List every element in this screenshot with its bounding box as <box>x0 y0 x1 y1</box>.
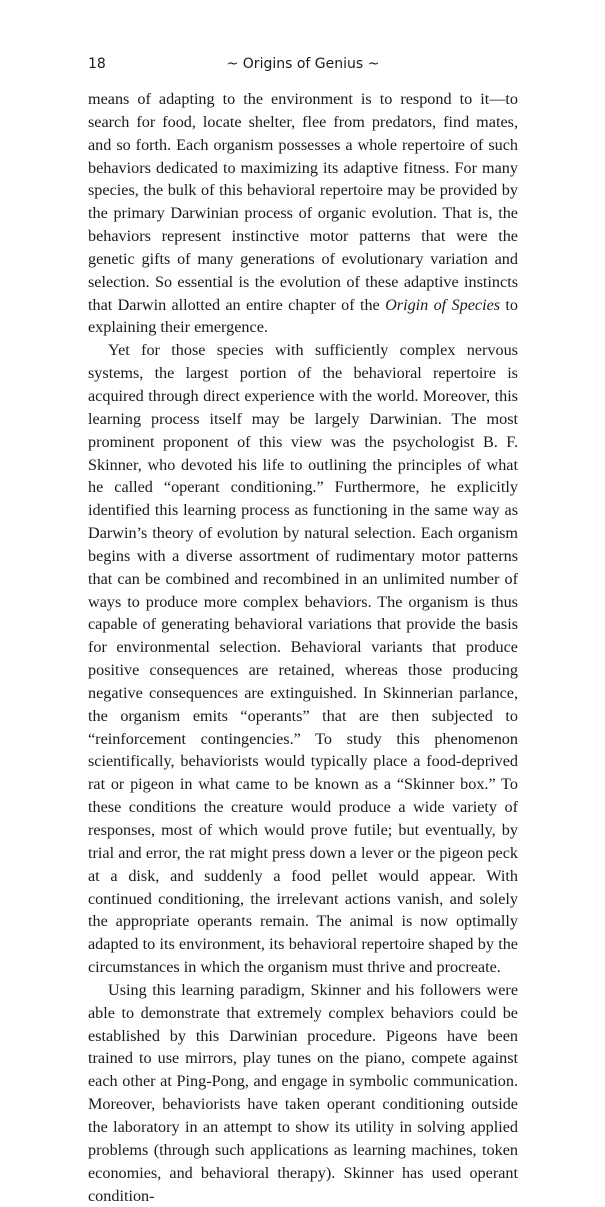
paragraph-2: Yet for those species with sufficiently complex nervous systems, the largest portion of the behavioral repertoire is acquired through direct experience with the world. Moreover, this learning process itself may be largely Darwinian. The most prominent proponent of this view was the psychologist B. F. Skinner, who devoted his life to outlining the principles of what he called “operant conditioning.” Furthermore, he explicitly identified this learning process as functioning in the same way as Darwin’s theory of evolution by natural selection. Each organism begins with a diverse assortment of rudimentary motor patterns that can be combined and recombined in an unlimited number of ways to produce more complex behaviors. The organism is thus capable of generating behavioral variations that provide the basis for environmental selection. Behavioral variants that produce positive consequences are retained, whereas those producing negative consequences are extinguished. In Skinnerian parlance, the organism emits “operants” that are then subjected to “reinforcement contingencies.” To study this phenomenon scientifically, behaviorists would typically place a food-deprived rat or pigeon in what came to be known as a “Skinner box.” To these conditions the creature would produce a wide variety of responses, most of which would prove futile; but eventually, by trial and error, the rat might press down a lever or the pigeon peck at a disk, and suddenly a food pellet would appear. With continued conditioning, the irrelevant actions vanish, and solely the appropriate operants remain. The animal is now optimally adapted to its environment, its behavioral repertoire shaped by the circumstances in which the organism must thrive and procreate. <box>88 341 518 977</box>
paragraph-1 <box>88 88 518 339</box>
page-number: 18 <box>88 56 106 72</box>
paragraph-1-text-start: means of adapting to the environment is to respond to it—to search for food, locate shelter, flee from predators, find mates, and so forth. Each organism possesses a whole repertoire of such behaviors dedicated to maximizing its adaptive fitness. For many species, the bulk of this behavioral repertoire may be provided by the primary Darwinian process of organic evolution. That is, the behaviors represent instinctive motor patterns that were the genetic gifts of many generations of evolutionary variation and selection. So essential is the evolution of these adaptive instincts that Darwin allotted an entire chapter of the <box>88 90 518 314</box>
book-title-italic: Origin of Species <box>385 295 501 314</box>
paragraph-1-text-end: to explaining their emergence. <box>88 295 518 337</box>
body-text <box>88 88 518 1207</box>
running-head: ~ Origins of Genius ~ <box>226 56 380 72</box>
page-header <box>88 56 518 78</box>
paragraph-3: Using this learning paradigm, Skinner and his followers were able to demonstrate that extremely complex behaviors could be established by this Darwinian procedure. Pigeons have been trained to use mirrors, play tunes on the piano, compete against each other at Ping-Pong, and engage in symbolic communication. Moreover, behaviorists have taken operant conditioning outside the laboratory in an attempt to show its utility in solving applied problems (through such applications as learning machines, token economies, and behavioral therapy). Skinner has used operant condition- <box>88 980 518 1205</box>
